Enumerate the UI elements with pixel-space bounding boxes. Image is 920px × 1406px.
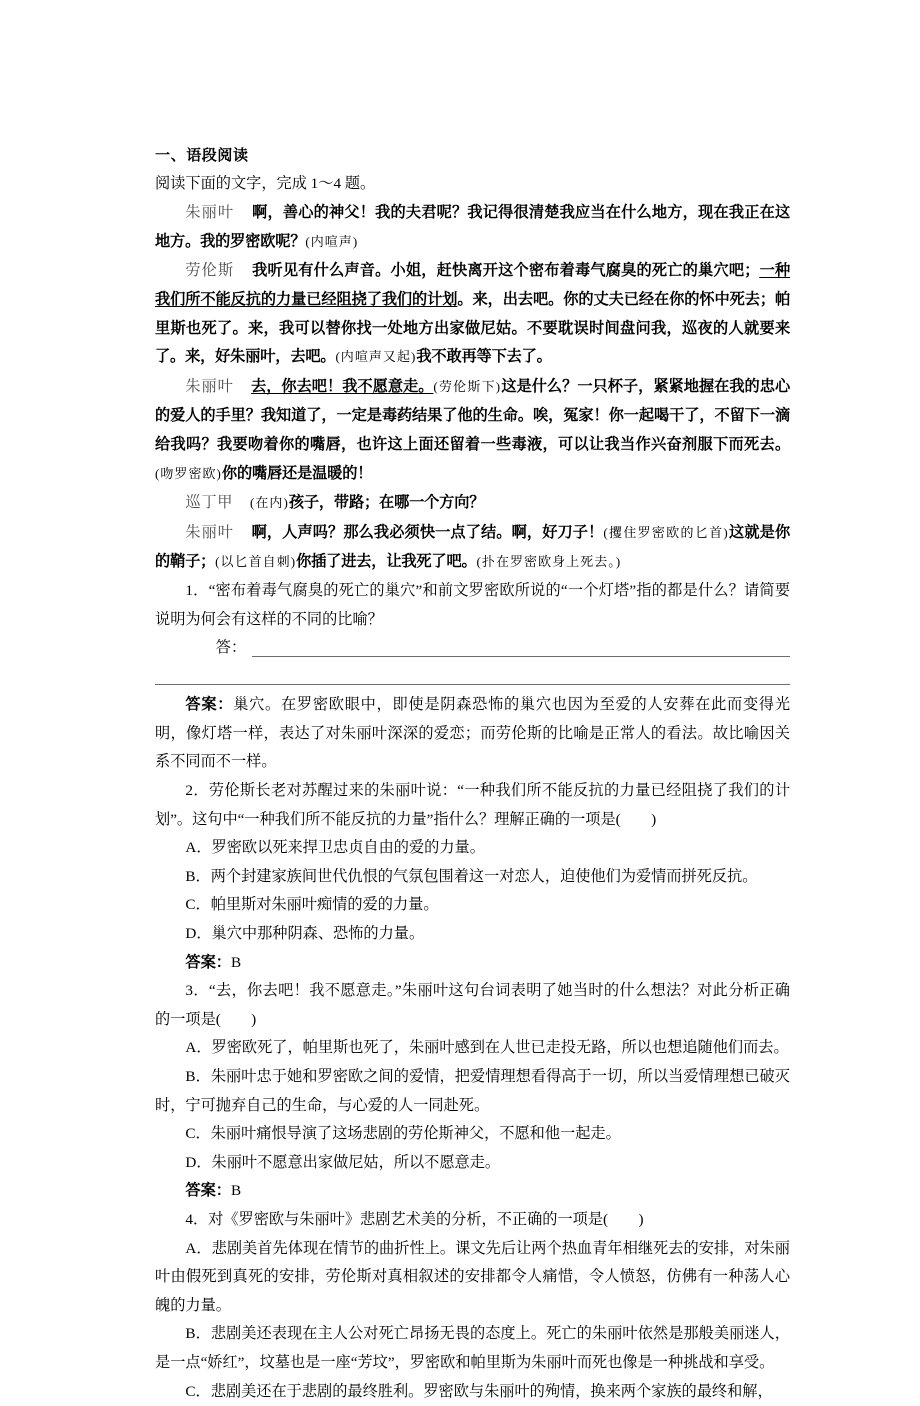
question-3-number: 3． [185,982,209,1000]
answer-blank-rule-2[interactable] [155,684,790,685]
dialogue-text: 。来，出去吧。你的丈夫已经在你的怀中死去；帕里斯也死了。来，我可以替你找一处地方出家做尼姑。不要耽误时间盘问我，巡夜的人就要来了。来，好朱丽叶，去吧。 [155,289,790,366]
stage-direction: (扑在罗密欧身上死去。) [476,554,622,570]
stage-direction: (在内) [250,495,289,511]
question-3-answer [155,1177,790,1206]
dialogue-speaker: 巡丁甲 [185,493,234,512]
answer-blank-row-2 [155,663,790,692]
stage-direction: (攫住罗密欧的匕首) [603,524,729,540]
question-3-option-c[interactable]: C．朱丽叶痛恨导演了这场悲剧的劳伦斯神父，不愿和他一起走。 [185,1125,621,1143]
question-3-option-d[interactable]: D．朱丽叶不愿意出家做尼姑，所以不愿意走。 [185,1153,501,1171]
dialogue-line [155,256,790,371]
dialogue-speaker: 朱丽叶 [185,522,235,541]
instruction-line: 阅读下面的文字，完成 1～4 题。 [155,174,376,192]
question-4-text [155,1206,790,1235]
dialogue-text: 这就是你的鞘子； [155,522,790,571]
question-3-option-b[interactable]: B．朱丽叶忠于她和罗密欧之间的爱情，把爱情理想看得高于一切，所以当爱情理想已破灭时，宁可抛弃自己的生命，与心爱的人一同赴死。 [155,1068,790,1114]
stage-direction: (劳伦斯下) [433,378,502,394]
dialogue-speaker: 朱丽叶 [185,376,234,395]
question-2-text [155,777,790,834]
question-2-option-b[interactable]: B．两个封建家族间世代仇恨的气氛包围着这一对恋人，迫使他们为爱情而拼死反抗。 [185,867,758,885]
question-3-body: “去，你去吧！我不愿意走。”朱丽叶这句台词表明了她当时的什么想法？对此分析正确的一项是( ) [155,982,790,1028]
question-4-number: 4． [185,1210,209,1228]
question-3-text [155,977,790,1034]
dialogue-text: 孩子，带路；在哪一个方向？ [288,493,485,512]
question-3-option-a[interactable]: A．罗密欧死了，帕里斯也死了，朱丽叶感到在人世已走投无路，所以也想追随他们而去。 [185,1039,789,1057]
question-2-number: 2． [185,782,209,800]
stage-direction: (内喧声又起) [335,349,417,365]
stage-direction: (内喧声) [305,233,359,249]
dialogue-text: 你的嘴唇还是温暖的！ [221,463,373,482]
dialogue-line [155,198,790,256]
stage-direction: (以匕首自刺) [215,554,297,570]
question-2-option-d[interactable]: D．巢穴中那种阴森、恐怖的力量。 [185,925,425,943]
dialogue-line [155,518,790,577]
question-1-answer [155,691,790,777]
answer-label-1: 答案： [185,696,234,714]
dialogue-line [155,372,790,488]
question-1-text [155,577,790,634]
dialogue-speaker: 朱丽叶 [185,203,235,222]
answer-label-3: 答案： [185,1182,231,1200]
question-4-body: 对《罗密欧与朱丽叶》悲剧艺术美的分析，不正确的一项是( ) [208,1210,644,1228]
dialogue-text: 这是什么？一只杯子，紧紧地握在我的忠心的爱人的手里？我知道了，一定是毒药结果了他的生命。唉，冤家！你一起喝干了，不留下一滴给我吗？我要吻着你的嘴唇，也许这上面还留着一些毒液，可以让我当作兴奋剂服下而死去。 [155,376,790,453]
answer-blank-rule-1[interactable] [252,656,790,657]
question-2-answer [155,949,790,978]
question-1-answer-area [155,634,790,691]
dialogue-text: 你插了进去，让我死了吧。 [296,552,477,571]
underlined-text: 一种我们所不能反抗的力量已经阻挠了我们的计划 [155,261,790,308]
dialogue-line [155,488,790,518]
dialogue-text: 我听见有什么声音。小姐，赶快离开这个密布着毒气腐臭的死亡的巢穴吧； [252,261,760,280]
question-1-body: “密布着毒气腐臭的死亡的巢穴”和前文罗密欧所说的“一个灯塔”指的都是什么？请简要说明为何会有这样的不同的比喻？ [155,581,791,628]
question-1-number: 1． [185,581,209,599]
dialogue-block [155,198,790,577]
answer-label-2: 答案： [185,953,231,971]
dialogue-speaker: 劳伦斯 [185,261,235,280]
question-2-option-c[interactable]: C．帕里斯对朱丽叶痴情的爱的力量。 [185,896,439,914]
question-4-option-a[interactable]: A．悲剧美首先体现在情节的曲折性上。课文先后让两个热血青年相继死去的安排，对朱丽叶由假死到真死的安排，劳伦斯对真相叙述的安排都令人痛惜，令人愤怒，仿佛有一种荡人心魄的力量。 [155,1239,790,1314]
question-2-option-a[interactable]: A．罗密欧以死来捍卫忠贞自由的爱的力量。 [185,839,485,857]
answer-text-1: 巢穴。在罗密欧眼中，即使是阴森恐怖的巢穴也因为至爱的人安葬在此而变得光明，像灯塔一样，表达了对朱丽叶深深的爱恋；而劳伦斯的比喻是正常人的看法。故比喻因关系不同而不一样。 [155,696,791,771]
stage-direction: (吻罗密欧) [155,465,222,481]
answer-blank-row-1 [155,634,790,663]
dialogue-text: 我不敢再等下去了。 [416,347,552,366]
answer-text-2: B [230,953,242,971]
question-4-option-b[interactable]: B．悲剧美还表现在主人公对死亡昂扬无畏的态度上。死亡的朱丽叶依然是那般美丽迷人，是一点“娇红”，坟墓也是一座“芳坟”，罗密欧和帕里斯为朱丽叶而死也像是一种挑战和享受。 [155,1325,790,1371]
question-2-body: 劳伦斯长老对苏醒过来的朱丽叶说：“一种我们所不能反抗的力量已经阻挠了我们的计划”。这句中“一种我们所不能反抗的力量”指什么？理解正确的一项是( ) [155,782,791,828]
section-heading: 一、语段阅读 [155,146,249,164]
answer-text-3: B [230,1182,242,1200]
underlined-text: 去，你去吧！我不愿意走。 [251,376,434,395]
dialogue-text: 啊，人声吗？那么我必须快一点了结。啊，好刀子！ [251,522,604,541]
dialogue-text: 啊，善心的神父！我的夫君呢？我记得很清楚我应当在什么地方，现在我正在这地方。我的罗密欧呢？ [155,203,790,250]
answer-blank-label: 答： [215,639,247,657]
question-4-option-c[interactable]: C．悲剧美还在于悲剧的最终胜利。罗密欧与朱丽叶的殉情，换来两个家族的最终和解， [185,1382,773,1400]
